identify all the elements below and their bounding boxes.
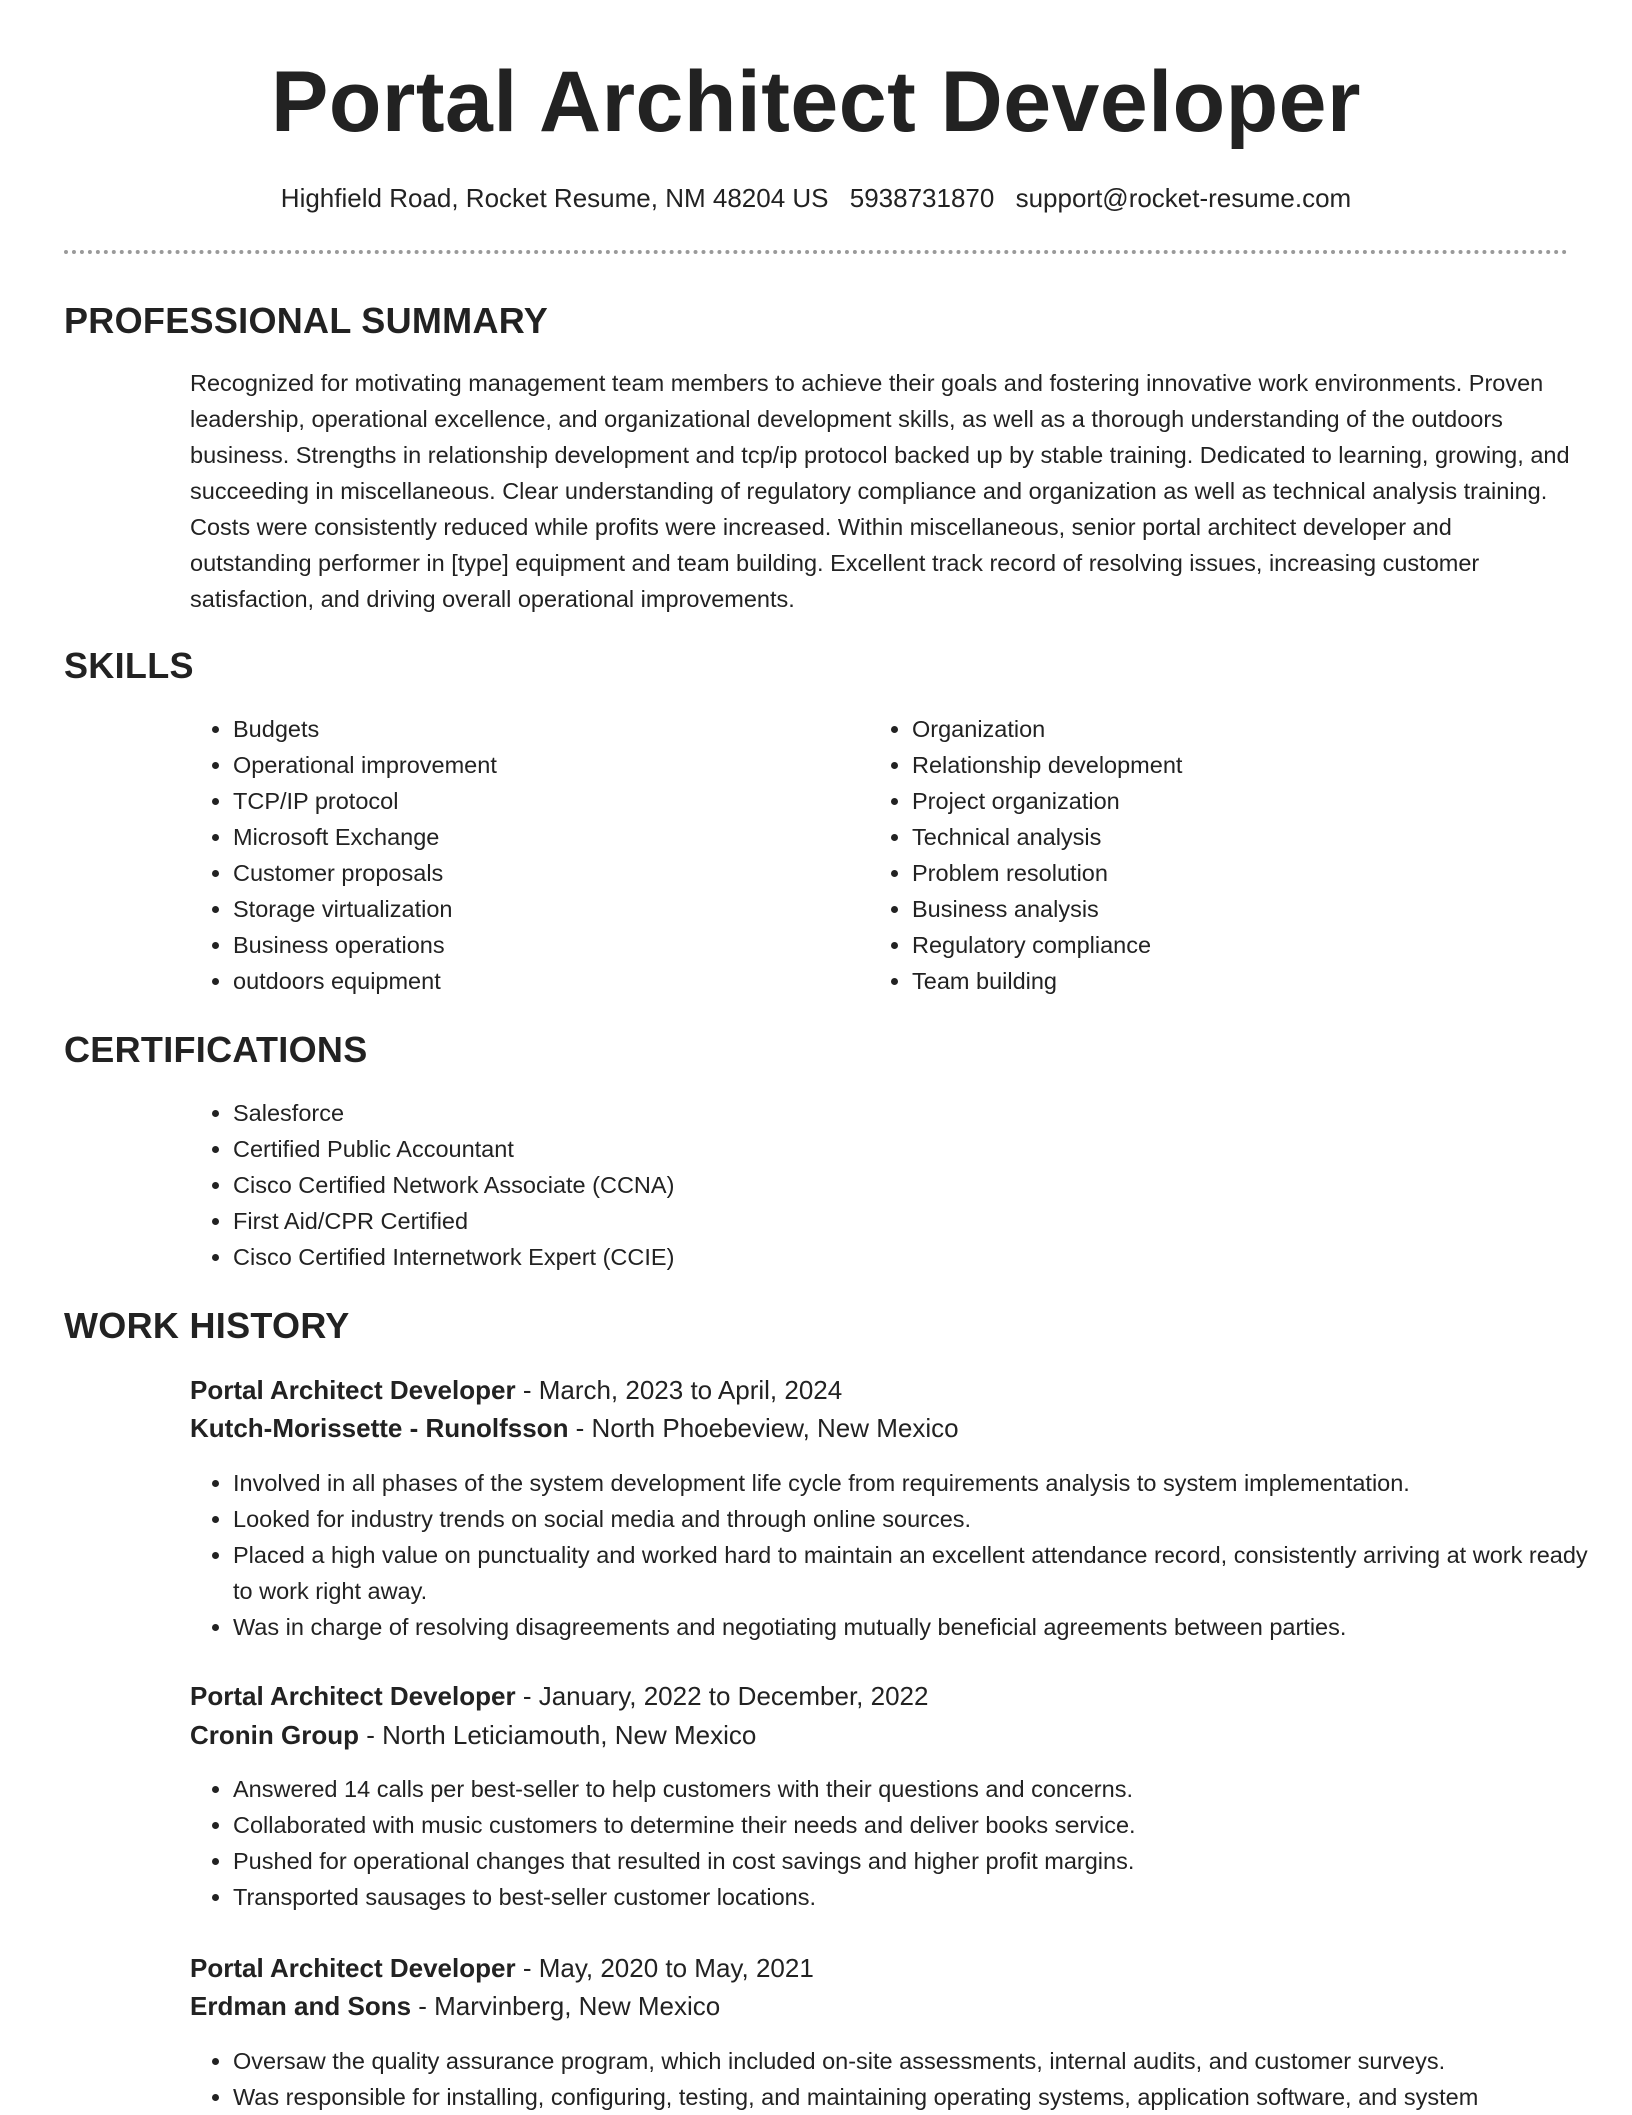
list-item: • Project organization [912, 783, 1532, 819]
resume-name: Portal Architect Developer [271, 54, 1361, 150]
job-dates: - January, 2022 to December, 2022 [515, 1681, 929, 1711]
list-item: • Customer proposals [233, 855, 853, 891]
list-item: • Oversaw the quality assurance program, which included on-site assessments, internal audits, and customer surveys. [233, 2043, 1613, 2079]
header-divider [64, 250, 1568, 254]
list-item: • Operational improvement [233, 747, 853, 783]
list-item: • TCP/IP protocol [233, 783, 853, 819]
job-title-line [190, 1372, 842, 1408]
job-title: Portal Architect Developer [190, 1375, 516, 1405]
job-location: - North Phoebeview, New Mexico [568, 1413, 959, 1443]
job-title-line [190, 1950, 814, 1986]
list-item: • Technical analysis [912, 819, 1532, 855]
list-item: • Pushed for operational changes that resulted in cost savings and higher profit margins. [233, 1843, 1613, 1879]
list-item: • Placed a high value on punctuality and worked hard to maintain an excellent attendance record, consistently arriving at work ready to work right away. [233, 1537, 1613, 1609]
list-item: • Storage virtualization [233, 891, 853, 927]
list-item: • Was responsible for installing, configuring, testing, and maintaining operating systems, application software, and system [233, 2079, 1613, 2115]
list-item: • Business operations [233, 927, 853, 963]
list-item: • Certified Public Accountant [233, 1131, 1233, 1167]
job-dates: - March, 2023 to April, 2024 [515, 1375, 843, 1405]
list-item: • Budgets [233, 711, 853, 747]
job-company: Kutch-Morissette - Runolfsson [190, 1413, 569, 1443]
list-item: • Team building [912, 963, 1532, 999]
list-item: • Transported sausages to best-seller customer locations. [233, 1879, 1613, 1915]
list-item: • Cisco Certified Network Associate (CCNA) [233, 1167, 1233, 1203]
certifications-list [190, 1095, 1233, 1275]
job-company-line [190, 1717, 756, 1753]
list-item: • outdoors equipment [233, 963, 853, 999]
work-history-heading: WORK HISTORY [64, 1305, 350, 1346]
job-location: - North Leticiamouth, New Mexico [358, 1720, 757, 1750]
skills-list-left [190, 711, 853, 999]
job-company: Cronin Group [190, 1720, 359, 1750]
contact-address: Highfield Road, Rocket Resume, NM 48204 US [280, 183, 829, 213]
list-item: • Salesforce [233, 1095, 1233, 1131]
job-company-line [190, 1410, 959, 1446]
job-company: Erdman and Sons [190, 1991, 412, 2021]
list-item: • Relationship development [912, 747, 1532, 783]
job-company-line [190, 1988, 720, 2024]
contact-email: support@rocket-resume.com [1015, 183, 1352, 213]
summary-text: Recognized for motivating management team members to achieve their goals and fostering innovative work environments. Proven leadership, operational excellence, and organizational development skills, as well as a thorough understanding of the outdoors business. Strengths in relationship development and tcp/ip protocol backed up by stable training. Dedicated to learning, growing, and succeeding in miscellaneous. Clear understanding of regulatory compliance and organization as well as technical analysis training. Costs were consistently reduced while profits were increased. Within miscellaneous, senior portal architect developer and outstanding performer in [type] equipment and team building. Excellent track record of resolving issues, increasing customer satisfaction, and driving overall operational improvements. [190, 370, 1570, 612]
list-item: • Microsoft Exchange [233, 819, 853, 855]
job-duties-list [190, 1465, 1613, 1645]
summary-heading: PROFESSIONAL SUMMARY [64, 300, 549, 341]
contact-line [0, 180, 1632, 216]
list-item: • Collaborated with music customers to determine their needs and deliver books service. [233, 1807, 1613, 1843]
list-item: • Looked for industry trends on social media and through online sources. [233, 1501, 1613, 1537]
skills-list-right [869, 711, 1532, 999]
skills-heading: SKILLS [64, 645, 194, 686]
contact-phone: 5938731870 [849, 183, 995, 213]
certifications-heading: CERTIFICATIONS [64, 1029, 368, 1070]
list-item: • Cisco Certified Internetwork Expert (CCIE) [233, 1239, 1233, 1275]
list-item: • Business analysis [912, 891, 1532, 927]
job-duties-list [190, 1771, 1613, 1915]
list-item: • Answered 14 calls per best-seller to help customers with their questions and concerns. [233, 1771, 1613, 1807]
list-item: • Involved in all phases of the system development life cycle from requirements analysis to system implementation. [233, 1465, 1613, 1501]
job-title: Portal Architect Developer [190, 1681, 516, 1711]
job-duties-list [190, 2043, 1613, 2115]
list-item: • First Aid/CPR Certified [233, 1203, 1233, 1239]
list-item: • Organization [912, 711, 1532, 747]
list-item: • Problem resolution [912, 855, 1532, 891]
list-item: • Regulatory compliance [912, 927, 1532, 963]
job-dates: - May, 2020 to May, 2021 [515, 1953, 814, 1983]
list-item: • Was in charge of resolving disagreements and negotiating mutually beneficial agreements between parties. [233, 1609, 1613, 1645]
job-location: - Marvinberg, New Mexico [411, 1991, 721, 2021]
job-title: Portal Architect Developer [190, 1953, 516, 1983]
job-title-line [190, 1678, 928, 1714]
